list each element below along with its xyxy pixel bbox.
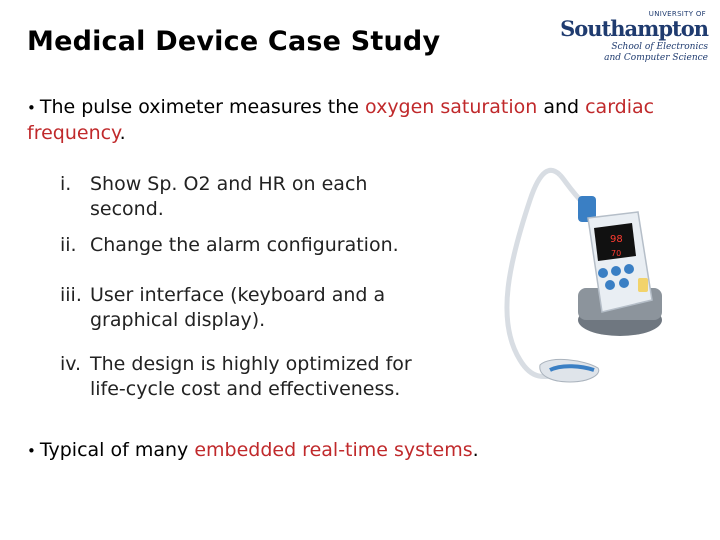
sub-item-text: The design is highly optimized for <box>90 353 412 375</box>
device-button <box>605 280 615 290</box>
device-button <box>619 278 629 288</box>
spo2-readout: 98 <box>610 234 623 245</box>
logo-name: Southampton <box>560 16 708 41</box>
slide-title: Medical Device Case Study <box>27 26 441 57</box>
highlight-cardiac-frequency: cardiac frequency <box>27 96 655 144</box>
bullet-pulse-oximeter <box>27 95 687 146</box>
bullet-text: and <box>537 96 586 118</box>
highlight-oxygen-saturation: oxygen saturation <box>365 96 538 118</box>
sub-item-text-continued: life-cycle cost and effectiveness. <box>90 378 401 400</box>
bullet-text: . <box>119 122 126 144</box>
bullet-text: Typical of many <box>39 439 195 461</box>
device-indicator <box>638 278 648 292</box>
logo-university-line: UNIVERSITY OF <box>648 10 706 18</box>
sub-item-number: i. <box>60 173 72 195</box>
device-button <box>611 266 621 276</box>
bullet-text: The pulse oximeter measures the <box>39 96 366 118</box>
sub-item <box>60 283 480 333</box>
bullet-dot-icon: • <box>27 442 36 460</box>
university-logo <box>560 8 712 66</box>
bullet-dot-icon: • <box>27 99 36 117</box>
sub-item-text: Change the alarm configuration. <box>90 234 399 256</box>
sub-item-text-continued: second. <box>90 198 164 220</box>
device-button <box>624 264 634 274</box>
sub-item <box>60 352 480 402</box>
device-button <box>598 268 608 278</box>
bullet-embedded-systems <box>27 438 627 464</box>
sub-item-text-continued: graphical display). <box>90 309 266 331</box>
sub-item-text: Show Sp. O2 and HR on each <box>90 173 368 195</box>
logo-department-line-1: School of Electronics <box>611 42 708 52</box>
cable <box>507 170 570 376</box>
pulse-oximeter-image <box>490 160 670 410</box>
sub-item-number: ii. <box>60 234 77 256</box>
sub-item-text: User interface (keyboard and a <box>90 284 386 306</box>
hr-readout: 70 <box>611 249 622 258</box>
highlight-embedded-real-time-systems: embedded real-time systems <box>194 439 473 461</box>
sub-item <box>60 172 480 222</box>
sub-item <box>60 233 480 258</box>
sub-item-number: iv. <box>60 353 82 375</box>
sub-item-number: iii. <box>60 284 82 306</box>
logo-department-line-2: and Computer Science <box>604 53 708 63</box>
bullet-text: . <box>472 439 479 461</box>
